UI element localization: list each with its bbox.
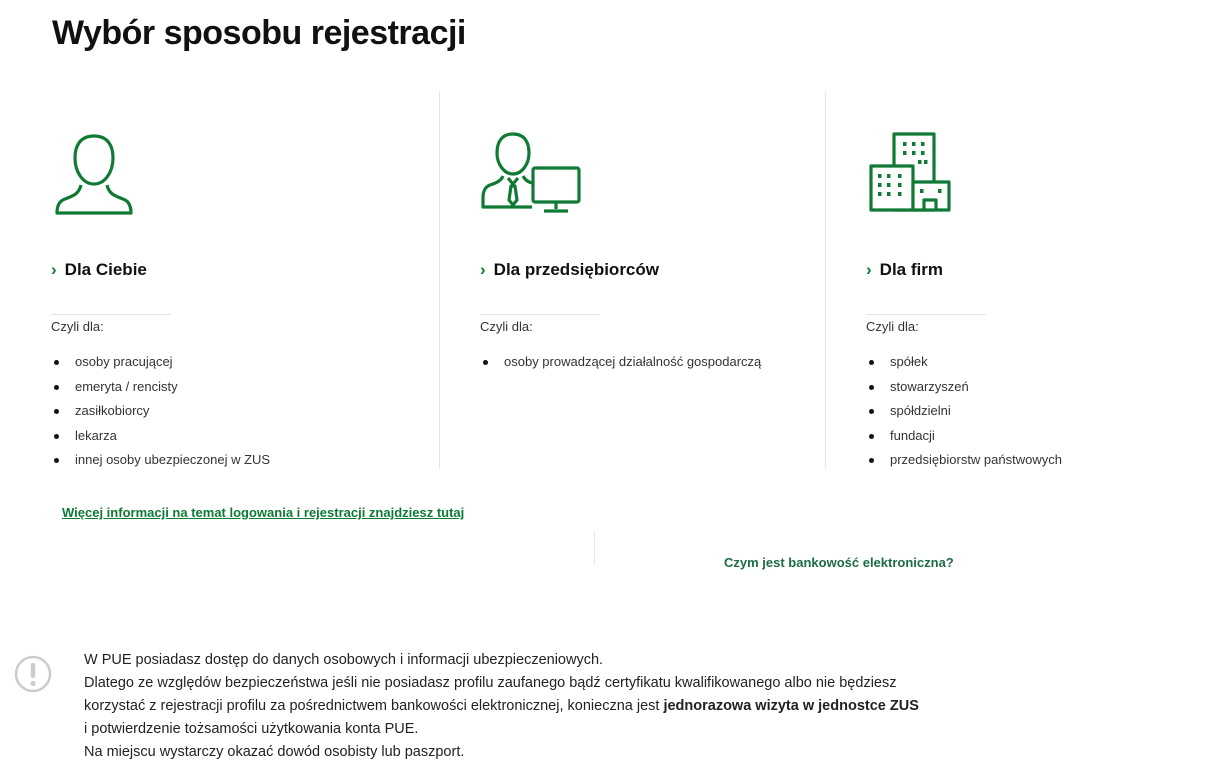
option-intro: Czyli dla: bbox=[866, 319, 919, 334]
electronic-banking-link[interactable]: Czym jest bankowość elektroniczna? bbox=[724, 555, 954, 570]
chevron-right-icon: › bbox=[866, 260, 872, 279]
list-item: spółek bbox=[866, 350, 1062, 375]
option-companies-link[interactable] bbox=[866, 260, 943, 280]
businessman-computer-icon bbox=[480, 130, 584, 221]
list-item: osoby pracującej bbox=[51, 350, 270, 375]
person-icon bbox=[51, 130, 137, 221]
option-entrepreneurs-label: Dla przedsiębiorców bbox=[493, 260, 659, 279]
list-item: osoby prowadzącej działalność gospodarczą bbox=[480, 350, 761, 375]
list-item: spółdzielni bbox=[866, 399, 1062, 424]
page-title: Wybór sposobu rejestracji bbox=[52, 14, 466, 52]
divider bbox=[594, 532, 595, 564]
option-personal-label: Dla Ciebie bbox=[64, 260, 147, 279]
security-notice bbox=[84, 649, 919, 764]
registration-option-companies bbox=[825, 92, 1186, 468]
list-item: emeryta / rencisty bbox=[51, 375, 270, 400]
divider bbox=[866, 314, 986, 315]
notice-line: W PUE posiadasz dostęp do danych osobowych i informacji ubezpieczeniowych. bbox=[84, 652, 604, 668]
notice-line: Dlatego ze względów bezpieczeństwa jeśli nie posiadasz profilu zaufanego bądź certyfikatu kwalifikowanego albo nie będziesz bbox=[84, 675, 897, 691]
notice-emphasis: jednorazowa wizyta w jednostce ZUS bbox=[663, 698, 919, 714]
notice-text: korzystać z rejestracji profilu za pośrednictwem bankowości elektronicznej, konieczna jest bbox=[84, 698, 664, 714]
divider bbox=[51, 314, 171, 315]
list-item: fundacji bbox=[866, 424, 1062, 449]
chevron-right-icon: › bbox=[51, 260, 57, 279]
notice-line: i potwierdzenie tożsamości użytkowania konta PUE. bbox=[84, 721, 419, 737]
buildings-icon bbox=[866, 130, 952, 221]
list-item: przedsiębiorstw państwowych bbox=[866, 448, 1062, 473]
option-companies-list bbox=[866, 350, 1062, 473]
option-companies-label: Dla firm bbox=[879, 260, 943, 279]
option-intro: Czyli dla: bbox=[51, 319, 104, 334]
notice-line: Na miejscu wystarczy okazać dowód osobisty lub paszport. bbox=[84, 744, 465, 760]
more-info-link[interactable]: Więcej informacji na temat logowania i rejestracji znajdziesz tutaj bbox=[62, 505, 465, 520]
registration-option-personal bbox=[48, 92, 438, 468]
list-item: lekarza bbox=[51, 424, 270, 449]
option-entrepreneurs-list bbox=[480, 350, 761, 375]
list-item: stowarzyszeń bbox=[866, 375, 1062, 400]
option-intro: Czyli dla: bbox=[480, 319, 533, 334]
option-entrepreneurs-link[interactable] bbox=[480, 260, 659, 280]
divider bbox=[480, 314, 600, 315]
chevron-right-icon: › bbox=[480, 260, 486, 279]
list-item: innej osoby ubezpieczonej w ZUS bbox=[51, 448, 270, 473]
registration-option-entrepreneurs bbox=[439, 92, 825, 468]
notice-line bbox=[84, 695, 919, 718]
exclamation-circle-icon bbox=[14, 655, 52, 698]
list-item: zasiłkobiorcy bbox=[51, 399, 270, 424]
option-personal-list bbox=[51, 350, 270, 473]
option-personal-link[interactable] bbox=[51, 260, 147, 280]
